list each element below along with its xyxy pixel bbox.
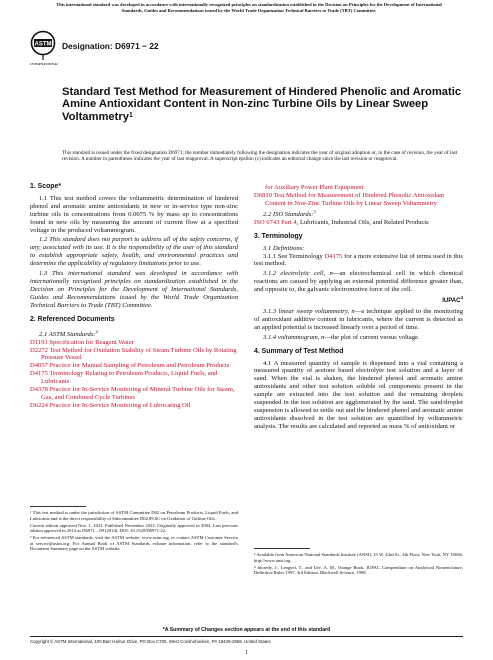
footnote-1-edition: Current edition approved Nov. 1, 2022. Published November 2022. Originally approved in 2004. Last previous edition approved in 2014 as D6971 – 09 (2014). DOI: 10.1520/D6971-22. [30, 522, 238, 533]
d4175-link[interactable]: D4175 [324, 252, 343, 260]
reference-title-link[interactable]: Test Method for Oxidation Stability of Steam Turbine Oils by Rotating Pressure Vessel [41, 346, 237, 362]
astm-ref-continuation[interactable]: for Auxiliary Power Plant Equipment [265, 184, 364, 191]
reference-code-link[interactable]: D6224 [30, 401, 48, 409]
reference-item [30, 362, 238, 370]
reference-code-link[interactable]: D2272 [30, 346, 48, 354]
iso-standards-subheading: 2.2 ISO Standards:$^3$ [263, 208, 316, 218]
reference-code-link[interactable]: D6810 [254, 191, 272, 199]
def-3-1-2: 3.1.2 electrolytic cell, n—an electrochemical cell in which chemical reactions are caused by applying an external potential difference greater than, and opposite to, the galvanic electromotive force of the cell. [254, 270, 463, 294]
reference-title-link[interactable]: Test Method for Measurement of Hindered Phenolic Antioxidant Content in Non-Zinc Turbine Oils by Linear Sweep Voltammetry [265, 191, 445, 207]
reference-item [30, 339, 238, 347]
reference-code-link[interactable]: D4175 [30, 370, 48, 378]
def-3-1-1: 3.1.1 See Terminology D4175 for a more extensive list of terms used in this test method. [254, 252, 463, 268]
terminology-heading: 3. Terminology [254, 232, 303, 240]
footnote-1: ¹ This test method is under the jurisdiction of ASTM Committee D02 on Petroleum Products, Liquid Fuels, and Lubricants and is the direct responsibility of Subcommittee D02.09.0C on Oxidation of Turbine Oils. [30, 510, 238, 521]
referenced-docs-heading: 2. Referenced Documents [30, 315, 115, 323]
right-column [254, 184, 463, 433]
reference-item [254, 192, 463, 208]
reference-code-link[interactable]: ISO 6743 Part 4 [254, 218, 297, 226]
reference-title-link[interactable]: , Lubricants, Industrial Oils, and Related Products [296, 218, 429, 226]
summary-heading: 4. Summary of Test Method [254, 347, 344, 355]
reference-item [30, 347, 238, 363]
footnotes-right [254, 552, 463, 577]
footnote-divider-right [254, 548, 310, 549]
footnote-4: ⁴ Inczedy, J., Lengyel, T., and Ure, A. M., Orange Book: IUPAC Compendium on Analytical Nomenclature, Definitive Rules 1997, 3rd Edition, Blackwell Science, 1998. [254, 564, 463, 575]
footer-divider [30, 636, 463, 637]
document-title [62, 86, 462, 123]
reference-title-link[interactable]: Practice for In-Service Monitoring of Mineral Turbine Oils for Steam, Gas, and Combined Cycle Turbines [41, 386, 235, 401]
reference-code-link[interactable]: D4378 [30, 386, 48, 394]
svg-text:ASTM: ASTM [34, 41, 52, 48]
reference-item [30, 370, 238, 386]
reference-title-link[interactable]: Practice for Manual Sampling of Petroleum and Petroleum Products [47, 362, 230, 370]
footnote-divider-left [30, 506, 86, 507]
scope-heading: 1. Scope* [30, 183, 62, 190]
footnotes-left [30, 510, 238, 553]
definitions-subheading: 3.1 Definitions: [263, 244, 305, 252]
title-text: Standard Test Method for Measurement of Hindered Phenolic and Aromatic Amine Antioxidant Content in Non-zinc Turbine Oils by Linear Sweep Voltammetry [62, 86, 462, 123]
reference-title-link[interactable]: Practice for In-Service Monitoring of Lubricating Oil [47, 401, 191, 409]
astm-reference-list [30, 339, 238, 410]
reference-item [30, 386, 238, 402]
scope-1-1: 1.1 This test method covers the voltammetric determination of hindered phenol and aromatic amine antioxidants in new or in-service type non-zinc turbine oils in concentrations from 0.0075 % by mass up to concentrations found in new oils by measuring the amount of current flow at a specified voltage in the produced voltammogram. [30, 194, 238, 234]
summary-4-1: 4.1 A measured quantity of sample is dispensed into a vial containing a measured quantity of acetone based electrolyte test solution and a layer of sand. When the vial is shaken, the hindered phenol and aromatic amine antioxidants and other test solution soluble oil components present in the sample are extracted into the test solution and the remaining droplets suspended in the test solution are agglomerated by the sand. The sand/droplet suspension is allowed to settle out and the hindered phenol and aromatic amine antioxidants dissolved in the test solution are quantified by voltammetric analysis. The results are calculated and reported as mass % of antioxidant or [254, 359, 463, 430]
page-number: 1 [245, 650, 248, 656]
reference-title-link[interactable]: Terminology Relating to Petroleum Products, Liquid Fuels, and Lubricants [41, 370, 218, 386]
astm-logo-icon [30, 30, 56, 62]
iupac-citation: IUPAC$^4$ [442, 295, 463, 305]
reference-item [30, 402, 238, 410]
issue-note: This standard is issued under the fixed designation D6971; the number immediately following the designation indicates the year of original adoption or, in the case of revision, the year of last revision. A number in parentheses indicates the year of last reapproval. A superscript epsilon (ε) indicates an editorial change since the last revision or reapproval. [62, 150, 458, 163]
copyright-line: Copyright © ASTM International, 100 Barr Harbor Drive, PO Box C700, West Conshohocken, PA 19428-2959. United States [30, 639, 271, 644]
header-notice: This international standard was developed in accordance with internationally recognized principles on standardization established in the Decision on Principles for the Development of International Standards, Guides and Recommendations issued by the World Trade Organization Technical Barriers to Trade (TBT) Committee. [56, 2, 442, 13]
scope-1-3: 1.3 This international standard was developed in accordance with internationally recognized principles on standardization established in the Decision on Principles for the Development of International Standards, Guides and Recommendations issued by the World Trade Organization Technical Barriers to Trade (TBT) Committee. [30, 270, 238, 309]
astm-standards-subheading: 2.1 ASTM Standards:$^2$ [39, 328, 98, 338]
title-footnote-mark[interactable]: 1 [128, 111, 133, 119]
reference-title-link[interactable]: Specification for Reagent Water [47, 338, 134, 346]
footnote-2: ² For referenced ASTM standards, visit the ASTM website, www.astm.org, or contact ASTM Customer Service at service@astm.org. For Annual Book of ASTM Standards volume information, refer to the standard's Document Summary page on the ASTM website. [30, 535, 238, 551]
logo-caption: INTERNATIONAL [30, 62, 59, 66]
def-3-1-4: 3.1.4 voltammogram, n—the plot of current versus voltage. [263, 333, 420, 341]
def-3-1-3: 3.1.3 linear sweep voltammetry, n—a technique applied to the monitoring of antioxidant additive content in lubricants, where the current is detected as an applied potential is increased linearly over a period of time. [254, 307, 463, 331]
scope-1-2: 1.2 This standard does not purport to address all of the safety concerns, if any, associated with its use. It is the responsibility of the user of this standard to establish appropriate safety, health, and environmental practices and determine the applicability of regulatory limitations prior to use. [30, 236, 238, 268]
iso-reference-list [254, 219, 463, 227]
reference-code-link[interactable]: D1193 [30, 338, 48, 346]
astm-reference-list-2 [254, 192, 463, 208]
footnote-3: ³ Available from American National Standards Institute (ANSI), 25 W. 43rd St., 4th Floor, New York, NY 10036, http://www.ansi.org. [254, 552, 463, 563]
left-column [30, 181, 238, 410]
reference-item [254, 219, 463, 227]
summary-of-changes-note: *A Summary of Changes section appears at the end of this standard [162, 627, 331, 633]
reference-code-link[interactable]: D4057 [30, 362, 48, 370]
designation: Designation: D6971 − 22 [62, 41, 159, 51]
